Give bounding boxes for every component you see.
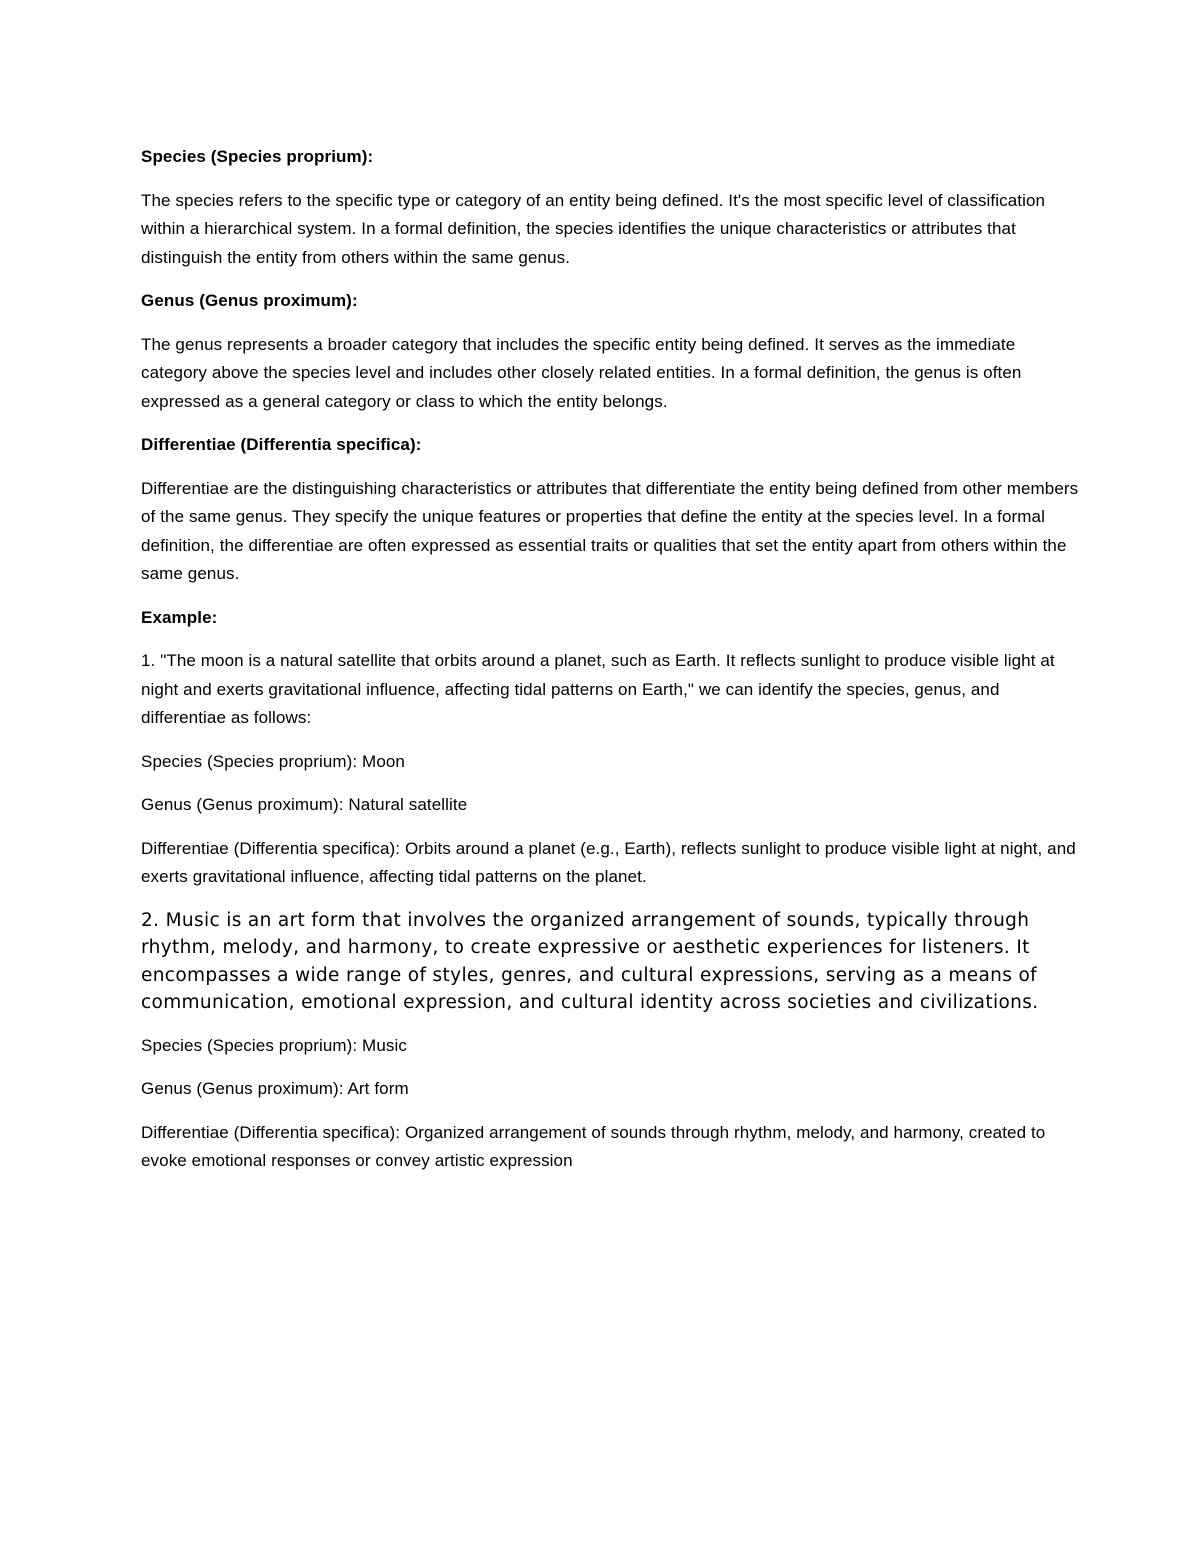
differentiae-paragraph: Differentiae are the distinguishing characteristics or attributes that differentiate the entity being defined from other members of the same genus. They specify the unique features or properties that define the entity at the species level. In a formal definition, the differentiae are often expressed as essential traits or qualities that set the entity apart from others within the same genus. [141,478,1079,583]
example1-differentiae: Differentiae (Differentia specifica): Orbits around a planet (e.g., Earth), reflects sunlight to produce visible light at night, and exerts gravitational influence, affecting tidal patterns on the planet. [141,838,1076,886]
example2-genus: Genus (Genus proximum): Art form [141,1079,409,1098]
example2-differentiae: Differentiae (Differentia specifica): Organized arrangement of sounds through rhythm, melody, and harmony, created to evoke emotional responses or convey artistic expression [141,1122,1046,1170]
genus-heading: Genus (Genus proximum): [141,291,358,310]
example1-species: Species (Species proprium): Moon [141,751,405,771]
example1-genus: Genus (Genus proximum): Natural satellite [141,795,468,814]
document-page [141,143,1081,1191]
example2-paragraph: 2. Music is an art form that involves the organized arrangement of sounds, typically through rhythm, melody, and harmony, to create expressive or aesthetic experiences for listeners. It encompasses a wide range of styles, genres, and cultural expressions, serving as a means of communication, emotional expression, and cultural identity across societies and civilizations. [141,909,1039,1013]
species-paragraph: The species refers to the specific type or category of an entity being defined. It's the most specific level of classification within a hierarchical system. In a formal definition, the species identifies the unique characteristics or attributes that distinguish the entity from others within the same genus. [141,190,1046,267]
example2-species: Species (Species proprium): Music [141,1035,407,1055]
genus-paragraph: The genus represents a broader category that includes the specific entity being defined. It serves as the immediate category above the species level and includes other closely related entities. In a formal definition, the genus is often expressed as a general category or class to which the entity belongs. [141,334,1022,411]
example-heading: Example: [141,607,218,627]
differentiae-heading: Differentiae (Differentia specifica): [141,435,422,454]
example1-paragraph: 1. "The moon is a natural satellite that orbits around a planet, such as Earth. It reflects sunlight to produce visible light at night and exerts gravitational influence, affecting tidal patterns on Earth," we can identify the species, genus, and differentiae as follows: [141,651,1055,727]
species-heading: Species (Species proprium): [141,147,374,166]
